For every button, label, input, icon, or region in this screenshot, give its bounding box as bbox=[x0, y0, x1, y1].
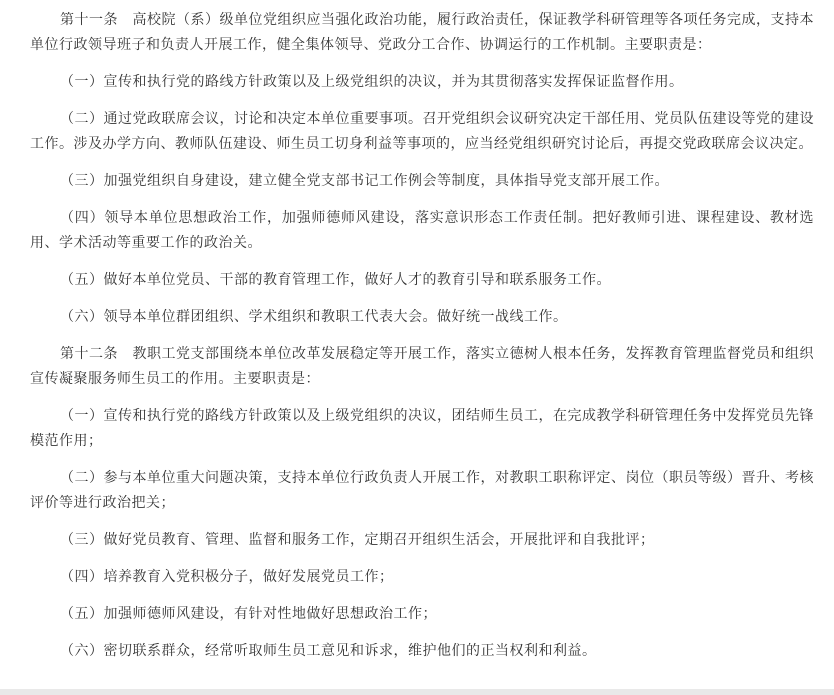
article-12-item-1: （一）宣传和执行党的路线方针政策以及上级党组织的决议，团结师生员工，在完成教学科研管理任务中发挥党员先锋模范作用； bbox=[30, 408, 814, 449]
article-11-item-5: （五）做好本单位党员、干部的教育管理工作，做好人才的教育引导和联系服务工作。 bbox=[60, 272, 611, 288]
bottom-divider bbox=[0, 689, 834, 695]
article-11-item-2: （二）通过党政联席会议，讨论和决定本单位重要事项。召开党组织会议研究决定干部任用、党员队伍建设等党的建设工作。涉及办学方向、教师队伍建设、师生员工切身利益等事项的，应当经党组织研究讨论后，再提交党政联席会议决定。 bbox=[30, 111, 814, 152]
article-12-item-2: （二）参与本单位重大问题决策，支持本单位行政负责人开展工作，对教职工职称评定、岗位（职员等级）晋升、考核评价等进行政治把关； bbox=[30, 470, 814, 511]
article-11-intro: 第十一条 高校院（系）级单位党组织应当强化政治功能，履行政治责任，保证教学科研管理等各项任务完成，支持本单位行政领导班子和负责人开展工作，健全集体领导、党政分工合作、协调运行的工作机制。主要职责是： bbox=[30, 12, 814, 53]
article-11-item-3: （三）加强党组织自身建设，建立健全党支部书记工作例会等制度，具体指导党支部开展工作。 bbox=[60, 173, 669, 189]
article-12-item-5: （五）加强师德师风建设，有针对性地做好思想政治工作； bbox=[60, 606, 437, 622]
article-12-intro: 第十二条 教职工党支部围绕本单位改革发展稳定等开展工作，落实立德树人根本任务，发挥教育管理监督党员和组织宣传凝聚服务师生员工的作用。主要职责是： bbox=[30, 346, 814, 387]
article-12-item-4: （四）培养教育入党积极分子，做好发展党员工作； bbox=[60, 569, 394, 585]
article-11-item-4: （四）领导本单位思想政治工作，加强师德师风建设，落实意识形态工作责任制。把好教师引进、课程建设、教材选用、学术活动等重要工作的政治关。 bbox=[30, 210, 814, 251]
article-11-item-1: （一）宣传和执行党的路线方针政策以及上级党组织的决议，并为其贯彻落实发挥保证监督作用。 bbox=[60, 74, 684, 90]
article-12-item-6: （六）密切联系群众，经常听取师生员工意见和诉求，维护他们的正当权利和利益。 bbox=[60, 643, 597, 659]
article-11-item-6: （六）领导本单位群团组织、学术组织和教职工代表大会。做好统一战线工作。 bbox=[60, 309, 568, 325]
article-12-item-3: （三）做好党员教育、管理、监督和服务工作，定期召开组织生活会，开展批评和自我批评； bbox=[60, 532, 655, 548]
article-body bbox=[30, 8, 814, 664]
